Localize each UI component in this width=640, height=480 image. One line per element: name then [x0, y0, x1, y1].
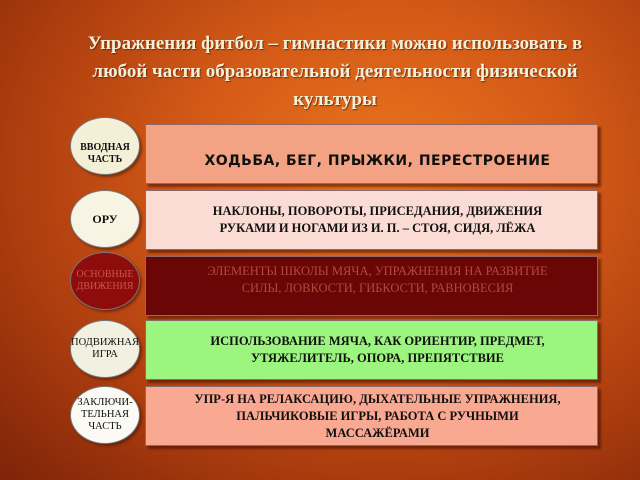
main-movements-label: ОСНОВНЫЕ ДВИЖЕНИЯ — [70, 252, 140, 310]
slide-title: Упражнения фитбол – гимнастики можно использовать в любой части образовательной деятельности физической культуры — [87, 33, 583, 110]
intro-part-exercises: ХОДЬБА, БЕГ, ПРЫЖКИ, ПЕРЕСТРОЕНИЕ — [145, 124, 598, 184]
final-part-label: ЗАКЛЮЧИ-ТЕЛЬНАЯ ЧАСТЬ — [70, 386, 140, 444]
intro-part-label: ВВОДНАЯ ЧАСТЬ — [70, 117, 140, 175]
row-final-part — [0, 386, 640, 448]
row-intro-part — [0, 124, 640, 186]
row-general-exercises — [0, 190, 640, 252]
general-exercises-content: НАКЛОНЫ, ПОВОРОТЫ, ПРИСЕДАНИЯ, ДВИЖЕНИЯ РУКАМИ И НОГАМИ ИЗ И. П. – СТОЯ, СИДЯ, ЛЁЖА — [145, 190, 598, 250]
row-main-movements — [0, 256, 640, 318]
row-outdoor-game — [0, 320, 640, 382]
final-part-content: УПР-Я НА РЕЛАКСАЦИЮ, ДЫХАТЕЛЬНЫЕ УПРАЖНЕНИЯ, ПАЛЬЧИКОВЫЕ ИГРЫ, РАБОТА С РУЧНЫМИ МАССАЖЁРАМИ — [145, 386, 598, 446]
general-exercises-label: ОРУ — [70, 190, 140, 248]
outdoor-game-content: ИСПОЛЬЗОВАНИЕ МЯЧА, КАК ОРИЕНТИР, ПРЕДМЕТ, УТЯЖЕЛИТЕЛЬ, ОПОРА, ПРЕПЯТСТВИЕ — [145, 320, 598, 380]
outdoor-game-label: ПОДВИЖНАЯ ИГРА — [70, 320, 140, 378]
main-movements-content: ЭЛЕМЕНТЫ ШКОЛЫ МЯЧА, УПРАЖНЕНИЯ НА РАЗВИТИЕ СИЛЫ, ЛОВКОСТИ, ГИБКОСТИ, РАВНОВЕСИЯ — [145, 256, 598, 316]
